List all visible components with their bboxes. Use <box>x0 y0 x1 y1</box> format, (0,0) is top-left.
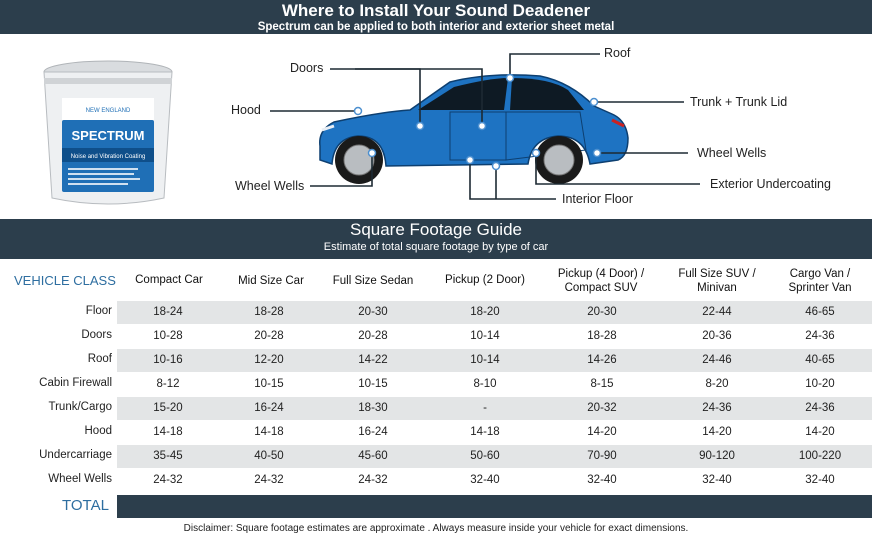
table-cell: 35-45 <box>153 450 183 462</box>
callout-interior-floor: Interior Floor <box>562 192 633 206</box>
row-label: Wheel Wells <box>48 473 112 485</box>
table-cell: 22-44 <box>702 306 732 318</box>
table-cell: 20-36 <box>702 330 732 342</box>
table-cell: 10-14 <box>470 354 500 366</box>
table-cell: 14-20 <box>805 426 835 438</box>
bucket-brand: NEW ENGLAND <box>85 108 131 114</box>
table-cell: 20-30 <box>358 306 388 318</box>
table-cell: 14-18 <box>153 426 183 438</box>
table-cell: 70-90 <box>587 450 617 462</box>
bucket-tagline: Noise and Vibration Coating <box>70 154 146 160</box>
table-cell: 24-32 <box>358 474 388 486</box>
col-header: Pickup (2 Door) <box>445 274 525 286</box>
row-label: Cabin Firewall <box>39 377 112 389</box>
table-cell: 10-16 <box>153 354 183 366</box>
row-label: Trunk/Cargo <box>48 401 112 413</box>
col-header: Full Size Sedan <box>332 275 414 287</box>
table-cell: 20-32 <box>587 402 617 414</box>
table-cell: 24-46 <box>702 354 732 366</box>
callout-trunk: Trunk + Trunk Lid <box>690 95 788 109</box>
table-cell: 50-60 <box>470 450 500 462</box>
vehicle-class-header: VEHICLE CLASS <box>14 273 116 288</box>
table-cell: 46-65 <box>805 306 835 318</box>
table-cell: 32-40 <box>587 474 617 486</box>
table-cell: 18-28 <box>254 306 284 318</box>
table-cell: 18-24 <box>153 306 183 318</box>
total-row-band <box>117 495 872 518</box>
row-label: Doors <box>81 329 112 341</box>
callout-roof: Roof <box>604 46 631 60</box>
guide-banner <box>0 219 872 259</box>
bucket-name: SPECTRUM <box>71 128 145 143</box>
table-cell: 16-24 <box>358 426 388 438</box>
page-subtitle: Spectrum can be applied to both interior and exterior sheet metal <box>257 21 615 33</box>
callout-hood: Hood <box>231 103 261 117</box>
table-cell: 14-20 <box>587 426 617 438</box>
row-label: Roof <box>87 353 112 365</box>
table-cell: 24-32 <box>153 474 183 486</box>
table-cell: 32-40 <box>470 474 500 486</box>
table-cell: 10-14 <box>470 330 500 342</box>
table-cell: 20-28 <box>254 330 284 342</box>
table-cell: 18-28 <box>587 330 617 342</box>
table-cell: - <box>483 402 487 414</box>
total-label: TOTAL <box>62 497 109 514</box>
table-cell: 8-12 <box>156 378 180 390</box>
table-cell: 20-30 <box>587 306 617 318</box>
row-label: Hood <box>84 425 112 437</box>
table-cell: 90-120 <box>699 450 735 462</box>
table-cell: 14-18 <box>470 426 500 438</box>
table-cell: 32-40 <box>805 474 835 486</box>
table-cell: 14-26 <box>587 354 617 366</box>
table-cell: 14-20 <box>702 426 732 438</box>
callout-wheel-wells-right: Wheel Wells <box>697 146 767 160</box>
table-cell: 14-18 <box>254 426 284 438</box>
row-label: Floor <box>85 305 112 317</box>
page-title: Where to Install Your Sound Deadener <box>281 1 591 20</box>
col-header: Cargo Van / Sprinter Van <box>788 268 852 294</box>
table-cell: 45-60 <box>358 450 388 462</box>
table-cell: 18-30 <box>358 402 388 414</box>
col-header: Pickup (4 Door) / Compact SUV <box>557 268 645 294</box>
table-cell: 12-20 <box>254 354 284 366</box>
table-cell: 8-20 <box>705 378 729 390</box>
table-cell: 14-22 <box>358 354 388 366</box>
table-cell: 16-24 <box>254 402 284 414</box>
table-cell: 8-15 <box>590 378 614 390</box>
table-cell: 24-36 <box>805 402 835 414</box>
table-cell: 20-28 <box>358 330 388 342</box>
callout-doors: Doors <box>290 61 324 75</box>
col-header: Mid Size Car <box>238 275 304 287</box>
table-cell: 24-36 <box>702 402 732 414</box>
table-cell: 40-65 <box>805 354 835 366</box>
guide-title: Square Footage Guide <box>349 220 522 239</box>
table-cell: 24-32 <box>254 474 284 486</box>
disclaimer: Disclaimer: Square footage estimates are approximate . Always measure inside your vehicle for exact dimensions. <box>183 523 689 534</box>
guide-subtitle: Estimate of total square footage by type of car <box>323 241 549 253</box>
table-cell: 10-15 <box>254 378 284 390</box>
table-cell: 8-10 <box>473 378 497 390</box>
callout-wheel-wells-left: Wheel Wells <box>235 179 305 193</box>
table-cell: 10-20 <box>805 378 835 390</box>
col-header: Full Size SUV / Minivan <box>678 268 756 294</box>
table-cell: 32-40 <box>702 474 732 486</box>
table-cell: 24-36 <box>805 330 835 342</box>
table-cell: 10-15 <box>358 378 388 390</box>
callout-undercoating: Exterior Undercoating <box>710 177 831 191</box>
table-cell: 40-50 <box>254 450 284 462</box>
table-cell: 10-28 <box>153 330 183 342</box>
table-cell: 18-20 <box>470 306 500 318</box>
table-cell: 15-20 <box>153 402 183 414</box>
row-label: Undercarriage <box>39 449 112 461</box>
table-cell: 100-220 <box>798 450 842 462</box>
col-header: Compact Car <box>135 274 203 286</box>
